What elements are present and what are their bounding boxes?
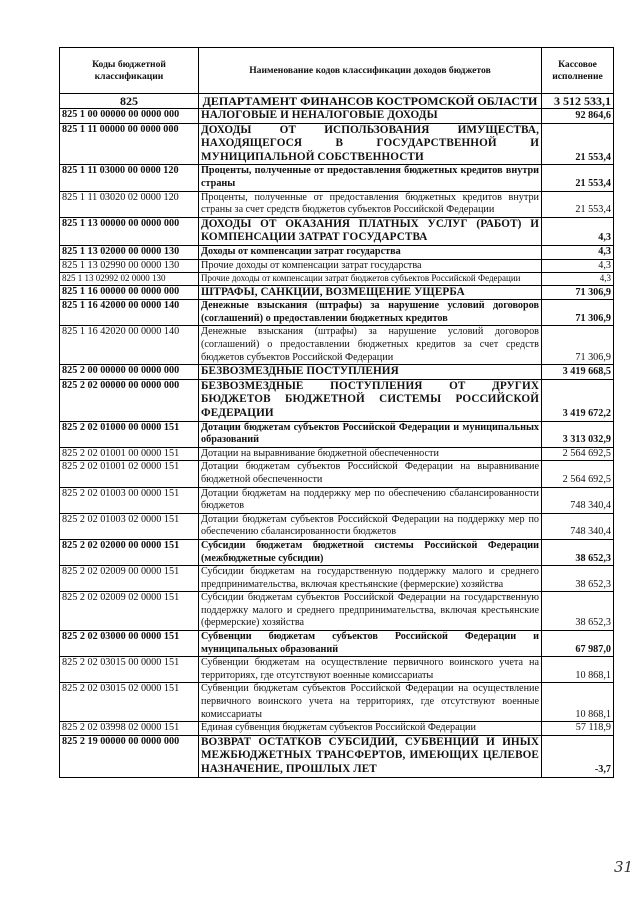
row-code: 825 1 11 03000 00 0000 120 xyxy=(60,165,199,191)
row-amount: -3,7 xyxy=(542,735,614,777)
table-row xyxy=(60,447,614,461)
row-name: НАЛОГОВЫЕ И НЕНАЛОГОВЫЕ ДОХОДЫ xyxy=(199,109,542,124)
table-row xyxy=(60,300,614,326)
row-code: 825 2 02 01003 00 0000 151 xyxy=(60,487,199,513)
table-row xyxy=(60,379,614,421)
header-amount: Кассовое исполнение xyxy=(542,48,614,94)
row-name: Субсидии бюджетам бюджетной системы Российской Федерации (межбюджетные субсидии) xyxy=(199,539,542,565)
row-name: Дотации бюджетам субъектов Российской Федерации на поддержку мер по обеспечению сбалансированности бюджетов xyxy=(199,513,542,539)
row-amount: 92 864,6 xyxy=(542,109,614,124)
row-name: Дотации на выравнивание бюджетной обеспеченности xyxy=(199,447,542,461)
row-code: 825 2 02 02009 00 0000 151 xyxy=(60,566,199,592)
row-code: 825 1 16 42020 00 0000 140 xyxy=(60,326,199,365)
row-amount: 57 118,9 xyxy=(542,722,614,736)
row-amount: 38 652,3 xyxy=(542,539,614,565)
row-amount: 71 306,9 xyxy=(542,326,614,365)
row-code: 825 1 16 00000 00 0000 000 xyxy=(60,285,199,300)
row-amount: 21 553,4 xyxy=(542,191,614,217)
row-amount: 3 419 672,2 xyxy=(542,379,614,421)
row-code: 825 2 02 01003 02 0000 151 xyxy=(60,513,199,539)
row-amount: 38 652,3 xyxy=(542,592,614,631)
row-name: ДОХОДЫ ОТ ОКАЗАНИЯ ПЛАТНЫХ УСЛУГ (РАБОТ) И КОМПЕНСАЦИИ ЗАТРАТ ГОСУДАРСТВА xyxy=(199,217,542,245)
row-code: 825 2 02 00000 00 0000 000 xyxy=(60,379,199,421)
row-name: БЕЗВОЗМЕЗДНЫЕ ПОСТУПЛЕНИЯ xyxy=(199,365,542,380)
row-name: ДЕПАРТАМЕНТ ФИНАНСОВ КОСТРОМСКОЙ ОБЛАСТИ xyxy=(199,94,542,109)
table-body xyxy=(60,94,614,778)
table-row xyxy=(60,631,614,657)
row-amount: 10 868,1 xyxy=(542,657,614,683)
row-name: Денежные взыскания (штрафы) за нарушение условий договоров (соглашений) о предоставлении бюджетных кредитов xyxy=(199,300,542,326)
row-amount: 21 553,4 xyxy=(542,165,614,191)
row-code: 825 1 11 03020 02 0000 120 xyxy=(60,191,199,217)
row-code: 825 1 11 00000 00 0000 000 xyxy=(60,123,199,165)
row-amount: 3 512 533,1 xyxy=(542,94,614,109)
row-code: 825 2 02 03998 02 0000 151 xyxy=(60,722,199,736)
table-row xyxy=(60,487,614,513)
row-amount: 10 868,1 xyxy=(542,683,614,722)
row-name: Дотации бюджетам на поддержку мер по обеспечению сбалансированности бюджетов xyxy=(199,487,542,513)
row-code: 825 1 13 02990 00 0000 130 xyxy=(60,259,199,273)
row-code: 825 2 02 03000 00 0000 151 xyxy=(60,631,199,657)
row-code: 825 2 02 01001 00 0000 151 xyxy=(60,447,199,461)
table-row xyxy=(60,191,614,217)
page-number: 31 xyxy=(614,858,634,876)
table-row xyxy=(60,123,614,165)
row-name: БЕЗВОЗМЕЗДНЫЕ ПОСТУПЛЕНИЯ ОТ ДРУГИХ БЮДЖЕТОВ БЮДЖЕТНОЙ СИСТЕМЫ РОССИЙСКОЙ ФЕДЕРАЦИИ xyxy=(199,379,542,421)
table-header-row xyxy=(60,48,614,94)
row-name: Субвенции бюджетам субъектов Российской Федерации на осуществление первичного воинского учета на территориях, где отсутствуют военные комиссариаты xyxy=(199,683,542,722)
row-name: Проценты, полученные от предоставления бюджетных кредитов внутри страны за счет средств бюджетов субъектов Российской Федерации xyxy=(199,191,542,217)
row-code: 825 1 13 02000 00 0000 130 xyxy=(60,245,199,259)
row-name: Прочие доходы от компенсации затрат бюджетов субъектов Российской Федерации xyxy=(199,273,542,286)
row-amount: 4,3 xyxy=(542,217,614,245)
header-name: Наименование кодов классификации доходов бюджетов xyxy=(199,48,542,94)
row-name: Проценты, полученные от предоставления бюджетных кредитов внутри страны xyxy=(199,165,542,191)
row-amount: 2 564 692,5 xyxy=(542,461,614,487)
row-name: Дотации бюджетам субъектов Российской Федерации и муниципальных образований xyxy=(199,421,542,447)
revenue-table xyxy=(59,47,614,778)
row-name: ШТРАФЫ, САНКЦИИ, ВОЗМЕЩЕНИЕ УЩЕРБА xyxy=(199,285,542,300)
row-amount: 71 306,9 xyxy=(542,285,614,300)
row-name: Дотации бюджетам субъектов Российской Федерации на выравнивание бюджетной обеспеченности xyxy=(199,461,542,487)
table-row xyxy=(60,657,614,683)
row-name: ВОЗВРАТ ОСТАТКОВ СУБСИДИЙ, СУБВЕНЦИЙ И ИНЫХ МЕЖБЮДЖЕТНЫХ ТРАНСФЕРТОВ, ИМЕЮЩИХ ЦЕЛЕВОЕ НАЗНАЧЕНИЕ, ПРОШЛЫХ ЛЕТ xyxy=(199,735,542,777)
row-code: 825 1 13 00000 00 0000 000 xyxy=(60,217,199,245)
row-code: 825 1 00 00000 00 0000 000 xyxy=(60,109,199,124)
table-row xyxy=(60,326,614,365)
row-amount: 2 564 692,5 xyxy=(542,447,614,461)
row-code: 825 2 02 03015 00 0000 151 xyxy=(60,657,199,683)
row-name: ДОХОДЫ ОТ ИСПОЛЬЗОВАНИЯ ИМУЩЕСТВА, НАХОДЯЩЕГОСЯ В ГОСУДАРСТВЕННОЙ И МУНИЦИПАЛЬНОЙ СОБСТВЕННОСТИ xyxy=(199,123,542,165)
table-row xyxy=(60,285,614,300)
row-amount: 71 306,9 xyxy=(542,300,614,326)
table-row xyxy=(60,683,614,722)
row-amount: 21 553,4 xyxy=(542,123,614,165)
row-name: Единая субвенция бюджетам субъектов Российской Федерации xyxy=(199,722,542,736)
row-code: 825 2 02 02000 00 0000 151 xyxy=(60,539,199,565)
table-row xyxy=(60,566,614,592)
row-amount: 4,3 xyxy=(542,245,614,259)
row-amount: 748 340,4 xyxy=(542,513,614,539)
table-row xyxy=(60,109,614,124)
row-name: Субвенции бюджетам на осуществление первичного воинского учета на территориях, где отсутствуют военные комиссариаты xyxy=(199,657,542,683)
row-code: 825 2 02 02009 02 0000 151 xyxy=(60,592,199,631)
table-row xyxy=(60,461,614,487)
row-amount: 67 987,0 xyxy=(542,631,614,657)
row-code: 825 1 13 02992 02 0000 130 xyxy=(60,273,199,286)
table-row xyxy=(60,94,614,109)
row-amount: 4,3 xyxy=(542,273,614,286)
row-code: 825 2 19 00000 00 0000 000 xyxy=(60,735,199,777)
row-code: 825 2 02 03015 02 0000 151 xyxy=(60,683,199,722)
table-row xyxy=(60,539,614,565)
row-code: 825 2 02 01000 00 0000 151 xyxy=(60,421,199,447)
row-code: 825 xyxy=(60,94,199,109)
row-code: 825 2 00 00000 00 0000 000 xyxy=(60,365,199,380)
table-row xyxy=(60,735,614,777)
table-row xyxy=(60,365,614,380)
row-code: 825 2 02 01001 02 0000 151 xyxy=(60,461,199,487)
header-code: Коды бюджетной классификации xyxy=(60,48,199,94)
row-name: Прочие доходы от компенсации затрат государства xyxy=(199,259,542,273)
table-row xyxy=(60,513,614,539)
table-row xyxy=(60,259,614,273)
row-amount: 38 652,3 xyxy=(542,566,614,592)
table-row xyxy=(60,165,614,191)
row-name: Доходы от компенсации затрат государства xyxy=(199,245,542,259)
table-row xyxy=(60,722,614,736)
table-row xyxy=(60,592,614,631)
table-row xyxy=(60,421,614,447)
table-row xyxy=(60,273,614,286)
row-name: Субсидии бюджетам субъектов Российской Федерации на государственную поддержку малого и среднего предпринимательства, включая крестьянские (фермерские) хозяйства xyxy=(199,592,542,631)
row-amount: 4,3 xyxy=(542,259,614,273)
row-name: Денежные взыскания (штрафы) за нарушение условий договоров (соглашений) о предоставлении бюджетных кредитов за счет средств бюджетов субъектов Российской Федерации xyxy=(199,326,542,365)
row-code: 825 1 16 42000 00 0000 140 xyxy=(60,300,199,326)
row-amount: 3 313 032,9 xyxy=(542,421,614,447)
row-amount: 748 340,4 xyxy=(542,487,614,513)
row-name: Субвенции бюджетам субъектов Российской Федерации и муниципальных образований xyxy=(199,631,542,657)
table-row xyxy=(60,245,614,259)
row-amount: 3 419 668,5 xyxy=(542,365,614,380)
table-row xyxy=(60,217,614,245)
row-name: Субсидии бюджетам на государственную поддержку малого и среднего предпринимательства, включая крестьянские (фермерские) хозяйства xyxy=(199,566,542,592)
